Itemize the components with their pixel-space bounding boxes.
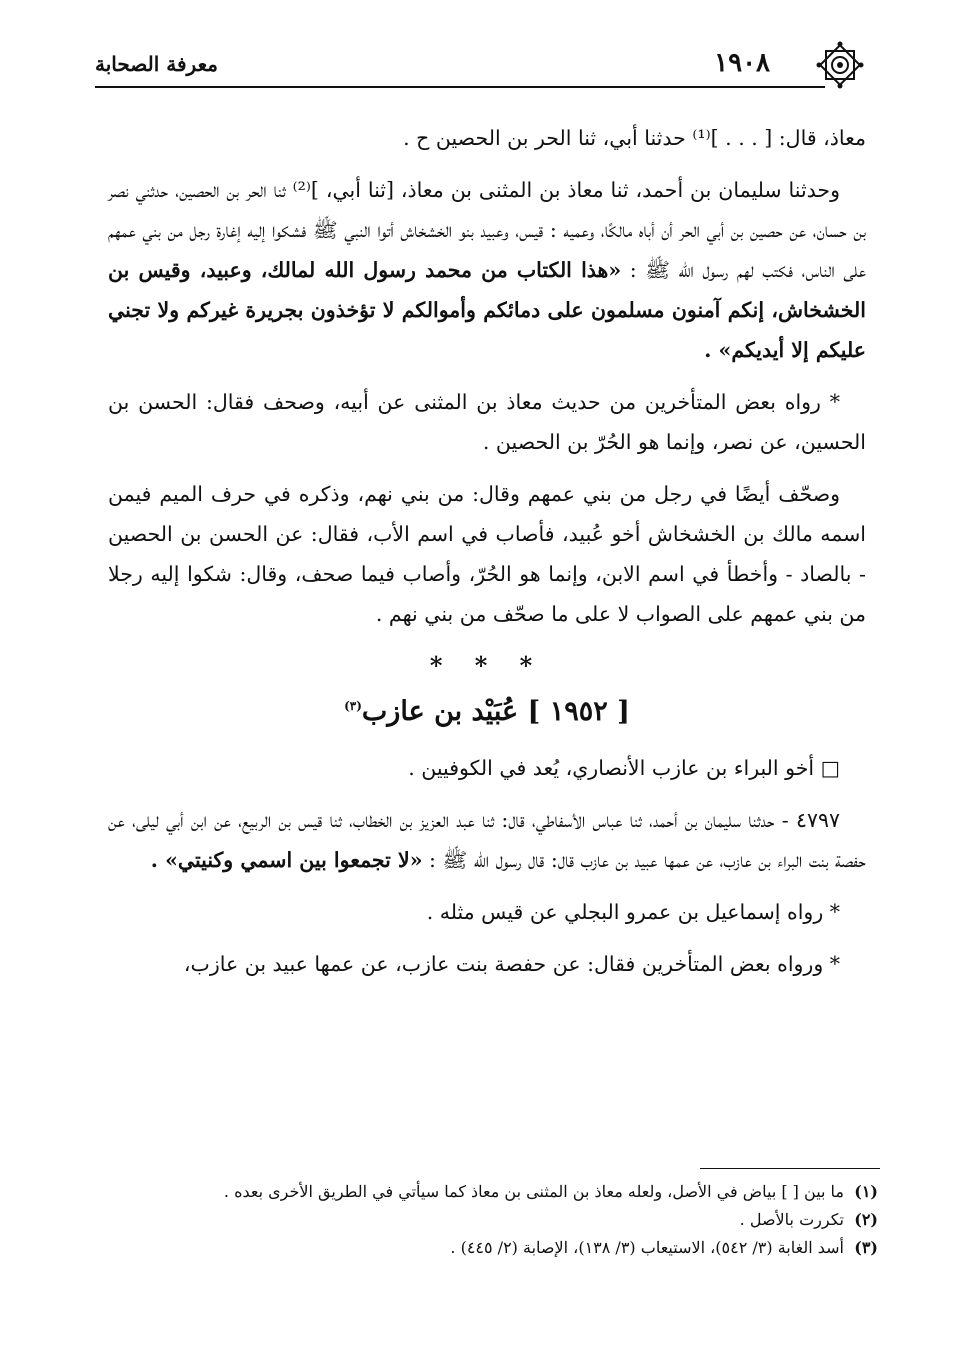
hadith-paragraph bbox=[108, 800, 866, 880]
paragraph-4: وصحّف أيضًا في رجل من بني عمهم وقال: من بني نهم، وذكره في حرف الميم فيمن اسمه مالك بن الخشخاش أخو عُبيد، فأصاب في اسم الأب، فقال: عن الحسن بن الحصين - بالصاد - وأخطأ في اسم الابن، وإنما هو الحُرّ، وأصاب فيما صحف، وقال: شكوا إليه رجلا من بني عمهم على الصواب لا على ما صحّف من بني نهم . bbox=[108, 482, 866, 626]
entry-title-footnote-ref: (٣) bbox=[344, 699, 362, 713]
paragraph-3: * رواه بعض المتأخرين من حديث معاذ بن المثنى عن أبيه، وصحف فقال: الحسن بن الحسين، عن نصر، وإنما هو الحُرّ بن الحصين . bbox=[108, 390, 866, 454]
running-title: معرفة الصحابة bbox=[95, 52, 218, 76]
footnote-number: (٢) bbox=[854, 1210, 878, 1229]
footnote-text: تكررت بالأصل . bbox=[739, 1210, 844, 1229]
paragraph-2-chain: وحدثنا سليمان بن أحمد، ثنا معاذ بن المثنى بن معاذ، [ثنا أبي، ]⁽²⁾ ثنا الحر بن الحصين، حدثني نصر بن حسان، عن حصين بن أبي الحر أن أباه مالكًا، وعميه : قيس، وعبيد بنو الخشخاش أتوا النبي ﷺ فشكوا إليه إغارة رجل من بني عمهم على الناس، فكتب لهم رسول الله ﷺ : bbox=[108, 178, 866, 282]
footnote-number: (٣) bbox=[854, 1238, 878, 1257]
page-number: ١٩٠٨ bbox=[714, 48, 770, 78]
entry-intro: □ أخو البراء بن عازب الأنصاري، يُعد في الكوفيين . bbox=[408, 756, 840, 780]
page-header bbox=[95, 40, 865, 90]
footnote-number: (١) bbox=[854, 1182, 878, 1201]
entry-title bbox=[108, 690, 866, 734]
paragraph-2 bbox=[108, 170, 866, 370]
hadith-quote: «لا تجمعوا بين اسمي وكنيتي» . bbox=[150, 848, 423, 872]
footnote-text: ما بين [ ] بياض في الأصل، ولعله معاذ بن المثنى بن معاذ كما سيأتي في الطريق الأخرى بعده . bbox=[223, 1182, 844, 1201]
footnote-item bbox=[108, 1234, 878, 1262]
header-rule bbox=[95, 86, 825, 88]
paragraph-1: معاذ، قال: [ . . . ]⁽¹⁾ حدثنا أبي، ثنا الحر بن الحصين ح . bbox=[403, 126, 866, 150]
entry-note-1: * رواه إسماعيل بن عمرو البجلي عن قيس مثله . bbox=[426, 900, 840, 924]
footnote-item bbox=[108, 1178, 878, 1206]
footnote-item bbox=[108, 1206, 878, 1234]
octagonal-star-ornament-icon bbox=[815, 40, 865, 90]
hadith-chain: ٤٧٩٧ - حدثنا سليمان بن أحمد، ثنا عباس الأسفاطي، قال: ثنا عبد العزيز بن الخطاب، ثنا قيس بن الربيع، عن ابن أبي ليلى، عن حفصة بنت البراء بن عازب، عن عمها عبيد بن عازب قال: قال رسول الله ﷺ : bbox=[108, 808, 866, 872]
paragraph-2-quote: «هذا الكتاب من محمد رسول الله لمالك، وعبيد، وقيس بن الخشخاش، إنكم آمنون مسلمون على دمائكم وأموالكم لا تؤخذون بجريرة غيركم ولا تجني عليكم إلا أيديكم» . bbox=[108, 258, 866, 362]
entry-note-2: * ورواه بعض المتأخرين فقال: عن حفصة بنت عازب، عن عمها عبيد بن عازب، bbox=[183, 952, 840, 976]
footnote-text: أسد الغابة (٣/ ٥٤٢)، الاستيعاب (٣/ ١٣٨)، الإصابة (٢/ ٤٤٥) . bbox=[450, 1238, 844, 1257]
footnote-rule bbox=[700, 1168, 880, 1169]
main-text bbox=[108, 118, 866, 996]
section-separator: * * * bbox=[429, 651, 545, 680]
entry-title-text: [ ١٩٥٢ ] عُبَيْد بن عازب bbox=[361, 696, 630, 727]
footnotes bbox=[108, 1178, 878, 1262]
